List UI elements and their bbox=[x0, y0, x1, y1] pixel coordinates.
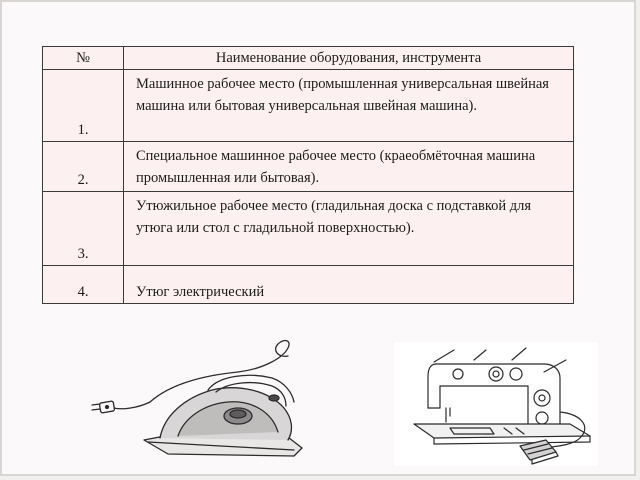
table-row bbox=[43, 70, 574, 142]
row-number: 3. bbox=[43, 192, 124, 266]
row-name: Утюг электрический bbox=[124, 266, 574, 304]
row-number: 4. bbox=[43, 266, 124, 304]
header-name: Наименование оборудования, инструмента bbox=[124, 47, 574, 70]
equipment-table bbox=[42, 46, 574, 304]
table-row bbox=[43, 266, 574, 304]
header-number: № bbox=[43, 47, 124, 70]
row-number: 1. bbox=[43, 70, 124, 142]
row-name: Утюжильное рабочее место (гладильная доска с подставкой для утюга или стол с гладильной поверхностью). bbox=[124, 192, 574, 266]
sewing-machine-illustration-frame bbox=[394, 342, 598, 466]
iron-illustration bbox=[88, 336, 310, 464]
table-row bbox=[43, 192, 574, 266]
row-number: 2. bbox=[43, 142, 124, 192]
table-header-row bbox=[43, 47, 574, 70]
sewing-machine-illustration bbox=[394, 342, 598, 466]
table-row bbox=[43, 142, 574, 192]
row-name: Машинное рабочее место (промышленная универсальная швейная машина или бытовая универсальная швейная машина). bbox=[124, 70, 574, 142]
row-name: Специальное машинное рабочее место (краеобмёточная машина промышленная или бытовая). bbox=[124, 142, 574, 192]
